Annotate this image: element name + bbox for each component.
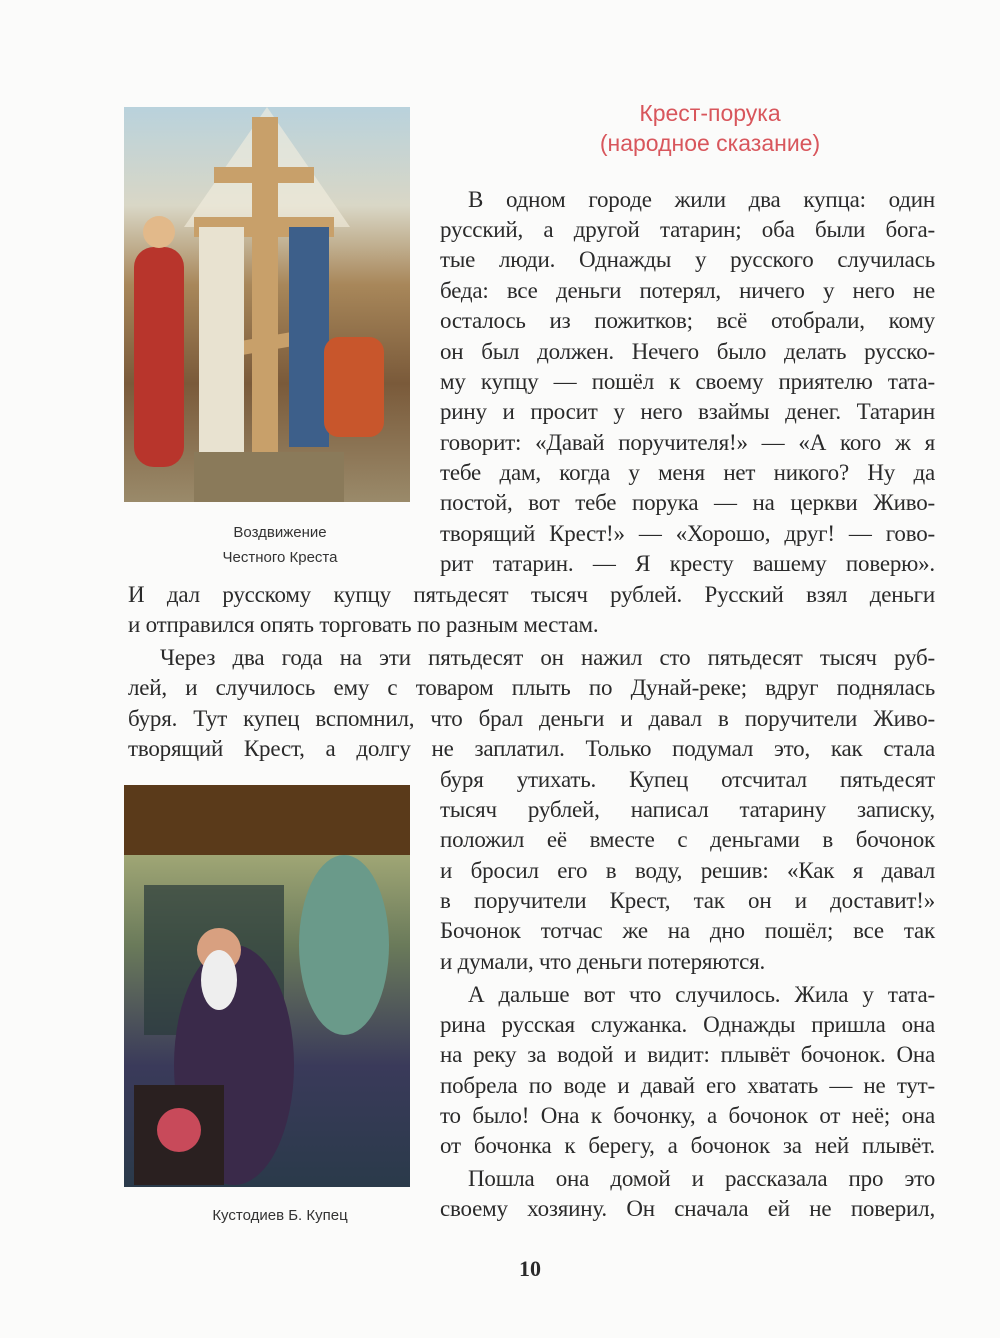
text-line: буря утихать. Купец отсчитал пятьдесят [440, 767, 935, 792]
story-subtitle: (народное сказание) [599, 130, 821, 156]
text-line: лей, и случилось ему с товаром плыть по Дунай-реке; вдруг поднялась [128, 675, 935, 700]
image-caption: Честного Креста [222, 549, 338, 566]
text-line: рину и просит у него взаймы денег. Татарин [440, 399, 935, 424]
text-line: рина русская служанка. Однажды пришла она [440, 1012, 935, 1037]
text-line: то было! Она к бочонку, а бочонок от неё; она [440, 1103, 935, 1128]
text-line: му купцу — пошёл к своему приятелю тата- [440, 369, 935, 394]
text-line: своему хозяину. Он сначала ей не поверил, [440, 1196, 935, 1221]
text-line: тебе дам, когда у меня нет никого? Ну да [440, 460, 935, 485]
icon-exaltation-of-cross-image [124, 107, 410, 502]
text-line: русский, а другой татарин; оба были бога- [440, 217, 935, 242]
text-line: беда: все деньги потерял, ничего у него не [440, 278, 935, 303]
merchant-painting-image [124, 785, 410, 1187]
text-line: творящий Крест!» — «Хорошо, друг! — гово- [440, 521, 935, 546]
text-line: и бросил его в воду, решив: «Как я давал [440, 858, 935, 883]
text-line: и думали, что деньги потеряются. [440, 949, 766, 974]
image-caption: Кустодиев Б. Купец [212, 1207, 348, 1224]
text-line: он был должен. Нечего было делать русско- [440, 339, 935, 364]
text-line: в поручители Крест, так он и доставит!» [440, 888, 935, 913]
text-line: Через два года на эти пятьдесят он нажил сто пятьдесят тысяч руб- [160, 645, 935, 670]
text-line: побрела по воде и давай его хватать — не тут- [440, 1073, 935, 1098]
text-line: тысяч рублей, написал татарину записку, [440, 797, 935, 822]
text-line: осталось из пожитков; всё отобрали, кому [440, 308, 935, 333]
text-line: от бочонка к берегу, а бочонок за ней плывёт. [440, 1133, 935, 1158]
text-line: творящий Крест, а долгу не заплатил. Только подумал это, как стала [128, 736, 935, 761]
text-line: И дал русскому купцу пятьдесят тысяч рублей. Русский взял деньги [128, 582, 935, 607]
text-line: В одном городе жили два купца: один [468, 187, 935, 212]
text-line: Бочонок тотчас же на дно пошёл; все так [440, 918, 935, 943]
text-line: тые люди. Однажды у русского случилась [440, 247, 935, 272]
text-line: Пошла она домой и рассказала про это [468, 1166, 935, 1191]
text-line: А дальше вот что случилось. Жила у тата- [468, 982, 935, 1007]
text-line: говорит: «Давай поручителя!» — «А кого ж я [440, 430, 935, 455]
page-number: 10 [519, 1256, 541, 1281]
text-line: постой, вот тебе порука — на церкви Живо- [440, 490, 935, 515]
text-line: положил её вместе с деньгами в бочонок [440, 827, 935, 852]
text-line: и отправился опять торговать по разным местам. [128, 612, 599, 637]
text-line: буря. Тут купец вспомнил, что брал деньги и давал в поручители Живо- [128, 706, 935, 731]
text-line: рит татарин. — Я кресту вашему поверю». [440, 551, 935, 576]
image-caption: Воздвижение [233, 524, 327, 541]
text-line: на реку за водой и видит: плывёт бочонок. Она [440, 1042, 935, 1067]
story-title: Крест-порука [639, 100, 781, 126]
